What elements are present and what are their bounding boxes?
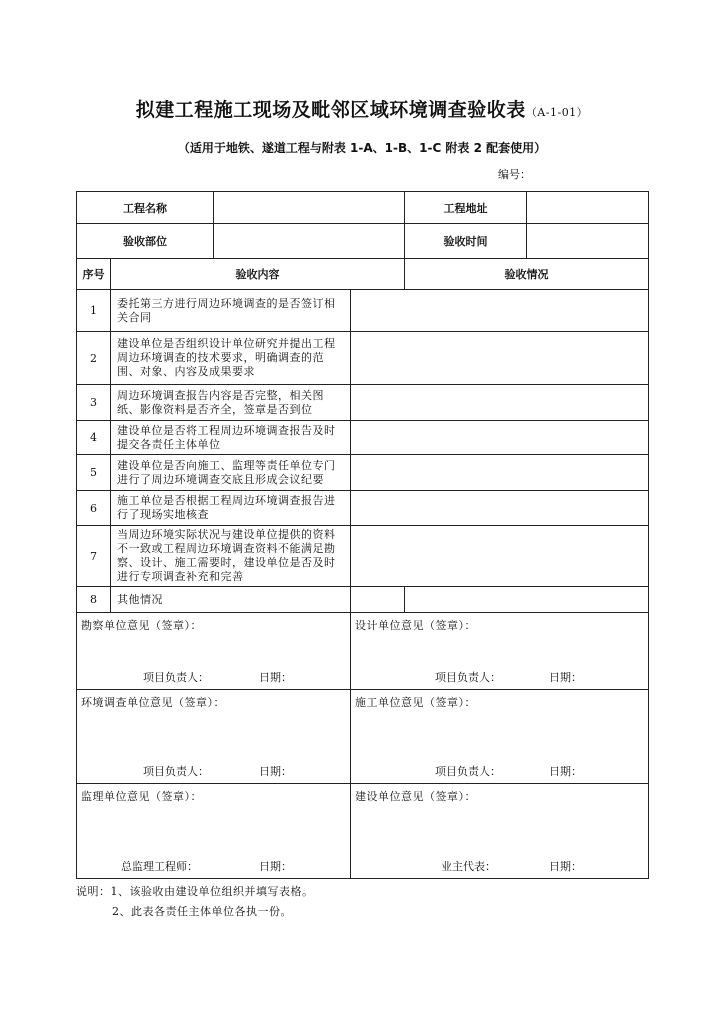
- project-address-label: 工程地址: [405, 192, 527, 224]
- owner-person-label: 业主代表：: [441, 860, 496, 873]
- item-status-field[interactable]: [405, 587, 649, 613]
- construction-opinion-cell[interactable]: [351, 690, 649, 784]
- project-name-label: 工程名称: [77, 192, 214, 224]
- design-opinion-cell[interactable]: [351, 613, 649, 690]
- acceptance-time-label: 验收时间: [405, 224, 527, 259]
- construction-opinion-label: 施工单位意见（签章）：: [355, 696, 476, 709]
- item-content: 当周边环境实际状况与建设单位提供的资料不一致或工程周边环境调查资料不能满足勘察、设计、施工需要时，建设单位是否及时进行专项调查补充和完善: [111, 526, 351, 587]
- env-person-label: 项目负责人：: [143, 765, 209, 778]
- table-row: [77, 526, 649, 587]
- owner-date-label: 日期：: [549, 860, 582, 873]
- item-status-field[interactable]: [351, 385, 649, 421]
- item-status-field[interactable]: [351, 491, 649, 526]
- owner-opinion-cell[interactable]: [351, 784, 649, 879]
- item-number: 6: [77, 491, 111, 526]
- header-status: 验收情况: [405, 259, 649, 290]
- project-address-field[interactable]: [527, 192, 649, 224]
- item-status-field[interactable]: [351, 526, 649, 587]
- form-title: [0, 95, 724, 122]
- survey-opinion-cell[interactable]: [77, 613, 351, 690]
- table-row: [77, 385, 649, 421]
- construction-person-label: 项目负责人：: [435, 765, 501, 778]
- item-status-field[interactable]: [351, 332, 649, 385]
- item-number: 5: [77, 455, 111, 491]
- item-status-field[interactable]: [351, 421, 649, 455]
- item-number: 7: [77, 526, 111, 587]
- supervision-opinion-cell[interactable]: [77, 784, 351, 879]
- acceptance-part-label: 验收部位: [77, 224, 214, 259]
- item-number: 8: [77, 587, 111, 613]
- item-other-blank[interactable]: [351, 587, 405, 613]
- owner-opinion-label: 建设单位意见（签章）：: [355, 790, 476, 803]
- supervision-person-label: 总监理工程师：: [121, 860, 198, 873]
- item-content: 施工单位是否根据工程周边环境调查报告进行了现场实地核查: [111, 491, 351, 526]
- title-text: 拟建工程施工现场及毗邻区域环境调查验收表: [135, 99, 526, 121]
- env-date-label: 日期：: [259, 765, 292, 778]
- header-content: 验收内容: [111, 259, 405, 290]
- supervision-date-label: 日期：: [259, 860, 292, 873]
- item-number: 2: [77, 332, 111, 385]
- env-opinion-cell[interactable]: [77, 690, 351, 784]
- item-content: 建设单位是否将工程周边环境调查报告及时提交各责任主体单位: [111, 421, 351, 455]
- item-number: 3: [77, 385, 111, 421]
- notes: [76, 882, 314, 922]
- table-row: [77, 332, 649, 385]
- table-row: [77, 455, 649, 491]
- acceptance-table: [76, 191, 649, 879]
- design-person-label: 项目负责人：: [435, 671, 501, 684]
- env-opinion-label: 环境调查单位意见（签章）：: [81, 696, 225, 709]
- design-date-label: 日期：: [549, 671, 582, 684]
- serial-number-label: 编号：: [498, 168, 531, 181]
- acceptance-part-field[interactable]: [214, 224, 405, 259]
- table-row: [77, 587, 649, 613]
- construction-date-label: 日期：: [549, 765, 582, 778]
- table-row: [77, 421, 649, 455]
- item-content: 周边环境调查报告内容是否完整，相关图纸、影像资料是否齐全，签章是否到位: [111, 385, 351, 421]
- item-content: 建设单位是否组织设计单位研究并提出工程周边环境调查的技术要求，明确调查的范围、对象、内容及成果要求: [111, 332, 351, 385]
- survey-date-label: 日期：: [259, 671, 292, 684]
- item-status-field[interactable]: [351, 455, 649, 491]
- table-row: [77, 491, 649, 526]
- title-code: （A-1-01）: [525, 106, 589, 119]
- acceptance-time-field[interactable]: [527, 224, 649, 259]
- note-line-1: 说明：1、该验收由建设单位组织并填写表格。: [76, 885, 314, 898]
- item-content: 委托第三方进行周边环境调查的是否签订相关合同: [111, 290, 351, 332]
- header-no: 序号: [77, 259, 111, 290]
- supervision-opinion-label: 监理单位意见（签章）：: [81, 790, 202, 803]
- item-number: 1: [77, 290, 111, 332]
- item-content: 其他情况: [111, 587, 351, 613]
- table-row: [77, 290, 649, 332]
- survey-opinion-label: 勘察单位意见（签章）：: [81, 619, 202, 632]
- item-number: 4: [77, 421, 111, 455]
- survey-person-label: 项目负责人：: [143, 671, 209, 684]
- design-opinion-label: 设计单位意见（签章）：: [355, 619, 476, 632]
- project-name-field[interactable]: [214, 192, 405, 224]
- note-line-2: 2、此表各责任主体单位各执一份。: [112, 905, 292, 918]
- item-status-field[interactable]: [351, 290, 649, 332]
- item-content: 建设单位是否向施工、监理等责任单位专门进行了周边环境调查交底且形成会议纪要: [111, 455, 351, 491]
- form-subtitle: （适用于地铁、遂道工程与附表 1-A、1-B、1-C 附表 2 配套使用）: [177, 141, 547, 155]
